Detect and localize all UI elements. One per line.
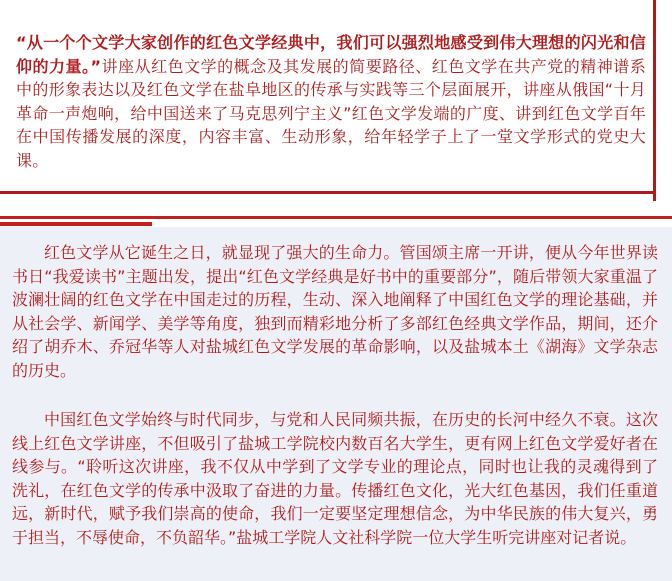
quote-body: 讲座从红色文学的概念及其发展的简要路径、红色文学在共产党的精神谱系中的形象表达以及红色文学在盐阜地区的传承与实践等三个层面展开，讲座从俄国“十月革命一声炮响，给中国送来了马克思列宁主义”红色文学发端的广度、讲到红色文学百年在中国传播发展的深度，内容丰富、生动形象，给年轻学子上了一堂文学形式的党史大课。	[16, 56, 647, 170]
quote-box	[0, 0, 656, 194]
quote-paragraph	[16, 31, 646, 172]
quote-box-corner-mark	[653, 191, 656, 201]
section-divider-accent	[0, 222, 152, 226]
section-divider	[0, 216, 672, 219]
body-paragraph-1: 红色文学从它诞生之日，就显现了强大的生命力。管国颂主席一开讲，便从今年世界读书日“我爱读书”主题出发，提出“红色文学经典是好书中的重要部分”，随后带领大家重温了波澜壮阔的红色文学在中国走过的历程，生动、深入地阐释了中国红色文学的理论基础，并从社会学、新闻学、美学等角度，独到而精彩地分析了多部红色经典文学作品，期间，还介绍了胡乔木、乔冠华等人对盐城红色文学发展的革命影响，以及盐城本土《湖海》文学杂志的历史。	[12, 243, 658, 380]
body-paragraph-2: 中国红色文学始终与时代同步，与党和人民同频共振，在历史的长河中经久不衰。这次线上红色文学讲座，不但吸引了盐城工学院校内数百名大学生，更有网上红色文学爱好者在线参与。“聆听这次讲座，我不仅从中学到了文学专业的理论点，同时也让我的灵魂得到了洗礼，在红色文学的传承中汲取了奋进的力量。传播红色文化，光大红色基因，我们任重道远，新时代，赋予我们崇高的使命，我们一定要坚定理想信念，为中华民族的伟大复兴，勇于担当，不辱使命，不负韶华。”盐城工学院人文社科学院一位大学生听完讲座对记者说。	[12, 410, 658, 547]
quote-lead: “从一个个文学大家创作的红色文学经典中，我们可以强烈地感受到伟大理想的闪光和信仰的力量。”	[16, 33, 646, 76]
body-panel	[0, 227, 672, 581]
